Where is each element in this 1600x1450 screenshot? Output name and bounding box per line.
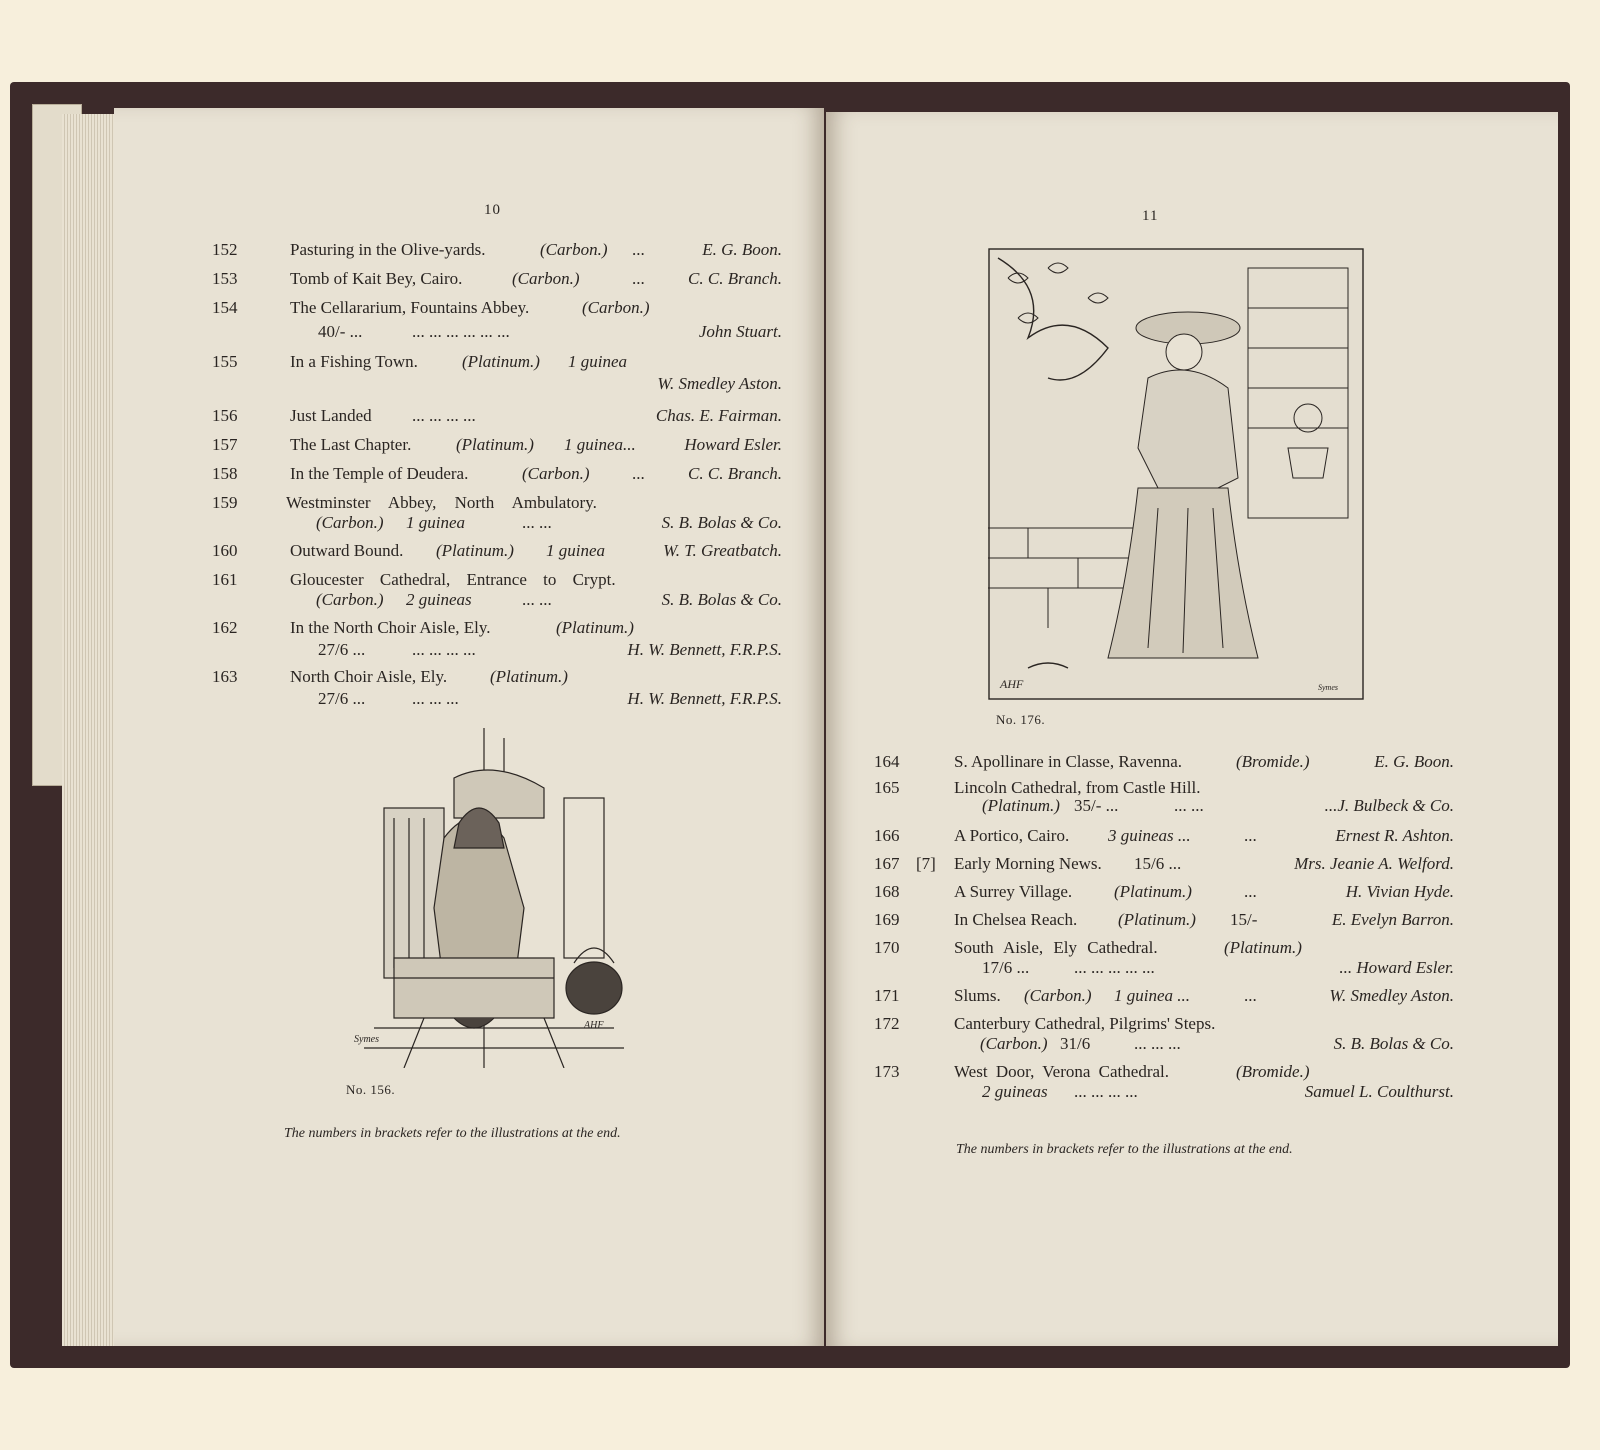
catalogue-entry — [874, 986, 1454, 1008]
entry-title: Early Morning News. — [954, 854, 1102, 873]
entry-number: 158 — [212, 464, 238, 483]
entry-leader: ... ... — [522, 513, 552, 532]
entry-title: In Chelsea Reach. — [954, 910, 1078, 929]
svg-text:Symes: Symes — [1318, 683, 1338, 692]
entry-price: 1 guinea ... — [1114, 986, 1191, 1005]
page-number: 10 — [484, 202, 501, 218]
entry-process: (Carbon.) — [512, 269, 580, 288]
catalogue-entry — [212, 406, 782, 428]
svg-text:Symes: Symes — [354, 1034, 379, 1045]
entry-process: (Platinum.) — [982, 796, 1060, 815]
entry-leader: ... ... — [522, 590, 552, 609]
catalogue-entry — [874, 882, 1454, 904]
entry-number: 171 — [874, 986, 900, 1005]
illustration-caption: No. 156. — [346, 1082, 396, 1097]
entry-process: (Platinum.) — [436, 541, 514, 560]
catalogue-entry — [874, 938, 1454, 982]
catalogue-entry — [212, 493, 782, 537]
entry-title: West Door, Verona Cathedral. — [954, 1062, 1169, 1081]
entry-title: The Cellararium, Fountains Abbey. — [290, 298, 530, 317]
catalogue-entry — [874, 854, 1454, 876]
entry-title: South Aisle, Ely Cathedral. — [954, 938, 1158, 957]
entry-price: 1 guinea... — [564, 435, 636, 454]
entry-leader: ... ... ... ... — [412, 406, 476, 425]
illustration-lady-in-garden — [988, 248, 1364, 700]
entry-exhibitor: E. Evelyn Barron. — [1331, 910, 1454, 929]
entry-title: Just Landed — [290, 406, 372, 425]
entry-leader: ... ... ... ... — [412, 640, 476, 659]
illustration-ref: [7] — [916, 854, 936, 873]
entry-exhibitor: E. G. Boon. — [702, 240, 782, 259]
entry-title: Outward Bound. — [290, 541, 404, 560]
entry-price: 1 guinea — [568, 352, 628, 371]
entry-price: 2 guineas — [406, 590, 472, 609]
entry-title: The Last Chapter. — [290, 435, 412, 454]
entry-title: In a Fishing Town. — [290, 352, 418, 371]
catalogue-entry — [874, 910, 1454, 932]
entry-title: Pasturing in the Olive-yards. — [290, 240, 486, 259]
catalogue-entry — [874, 1014, 1454, 1058]
entry-process: (Bromide.) — [1236, 752, 1310, 771]
entry-exhibitor: W. T. Greatbatch. — [663, 541, 782, 560]
entry-price: 17/6 ... — [982, 958, 1030, 977]
entry-leader: ... — [1244, 826, 1257, 845]
catalogue-entry — [874, 752, 1454, 774]
catalogue-entry — [212, 570, 782, 614]
catalogue-entry — [874, 778, 1454, 822]
entry-exhibitor: S. B. Bolas & Co. — [661, 590, 782, 609]
entry-price: 1 guinea — [546, 541, 606, 560]
entry-title: A Surrey Village. — [954, 882, 1073, 901]
entry-number: 161 — [212, 570, 238, 589]
entry-leader: ... — [1244, 986, 1257, 1005]
entry-number: 163 — [212, 667, 238, 686]
entry-title: S. Apollinare in Classe, Ravenna. — [954, 752, 1183, 771]
entry-title: Slums. — [954, 986, 1001, 1005]
svg-text:AHF: AHF — [1000, 677, 1024, 691]
entry-leader: ... ... ... ... ... — [1074, 958, 1155, 977]
entry-exhibitor: H. W. Bennett, F.R.P.S. — [627, 640, 782, 659]
footnote: The numbers in brackets refer to the illustrations at the end. — [284, 1126, 621, 1141]
entry-title: Gloucester Cathedral, Entrance to Crypt. — [290, 570, 616, 589]
catalogue-entry — [212, 240, 782, 262]
entry-number: 159 — [212, 493, 238, 512]
entry-number: 173 — [874, 1062, 900, 1081]
entry-process: (Carbon.) — [980, 1034, 1048, 1053]
entry-process: (Carbon.) — [316, 513, 384, 532]
entry-exhibitor: W. Smedley Aston. — [657, 374, 782, 393]
entry-process: (Platinum.) — [490, 667, 568, 686]
catalogue-entry — [212, 352, 782, 396]
entry-number: 169 — [874, 910, 900, 929]
entry-process: (Platinum.) — [462, 352, 540, 371]
entry-process: (Platinum.) — [456, 435, 534, 454]
entry-process: (Bromide.) — [1236, 1062, 1310, 1081]
entry-leader: ... — [632, 464, 645, 483]
entry-title: Lincoln Cathedral, from Castle Hill. — [954, 778, 1201, 797]
entry-number: 155 — [212, 352, 238, 371]
entry-exhibitor: S. B. Bolas & Co. — [661, 513, 782, 532]
entry-title: In the Temple of Deudera. — [290, 464, 469, 483]
entry-exhibitor: Samuel L. Coulthurst. — [1304, 1082, 1454, 1101]
entry-number: 154 — [212, 298, 238, 317]
entry-number: 162 — [212, 618, 238, 637]
entry-price: 31/6 — [1060, 1034, 1091, 1053]
entry-title: In the North Choir Aisle, Ely. — [290, 618, 491, 637]
entry-number: 157 — [212, 435, 238, 454]
entry-exhibitor: Howard Esler. — [684, 435, 782, 454]
page-edges — [62, 114, 122, 1346]
entry-price: 35/- ... — [1074, 796, 1119, 815]
entry-process: (Platinum.) — [556, 618, 634, 637]
entry-title: A Portico, Cairo. — [954, 826, 1070, 845]
entry-process: (Platinum.) — [1114, 882, 1192, 901]
entry-price: 15/6 ... — [1134, 854, 1182, 873]
entry-title: Tomb of Kait Bey, Cairo. — [290, 269, 463, 288]
entry-number: 166 — [874, 826, 900, 845]
entry-exhibitor: ... Howard Esler. — [1339, 958, 1454, 977]
entry-exhibitor: Ernest R. Ashton. — [1335, 826, 1454, 845]
entry-exhibitor: E. G. Boon. — [1374, 752, 1454, 771]
entry-leader: ... — [632, 240, 645, 259]
entry-title: North Choir Aisle, Ely. — [290, 667, 448, 686]
entry-leader: ... ... ... — [412, 689, 459, 708]
entry-number: 172 — [874, 1014, 900, 1033]
catalogue-entry — [874, 826, 1454, 848]
entry-price: 2 guineas — [982, 1082, 1048, 1101]
catalogue-entry — [212, 464, 782, 486]
entry-leader: ... ... ... — [1134, 1034, 1181, 1053]
entry-number: 165 — [874, 778, 900, 797]
entry-price: 27/6 ... — [318, 689, 366, 708]
entry-price: 27/6 ... — [318, 640, 366, 659]
entry-exhibitor: Mrs. Jeanie A. Welford. — [1294, 854, 1454, 873]
catalogue-entry — [212, 541, 782, 563]
page-number: 11 — [1142, 208, 1159, 224]
footnote: The numbers in brackets refer to the illustrations at the end. — [956, 1142, 1293, 1157]
entry-number: 170 — [874, 938, 900, 957]
entry-price: 3 guineas ... — [1108, 826, 1191, 845]
entry-exhibitor: C. C. Branch. — [688, 269, 782, 288]
entry-number: 168 — [874, 882, 900, 901]
entry-leader: ... — [632, 269, 645, 288]
entry-process: (Carbon.) — [522, 464, 590, 483]
entry-exhibitor: Chas. E. Fairman. — [655, 406, 782, 425]
entry-price: 15/- — [1230, 910, 1258, 929]
entry-number: 156 — [212, 406, 238, 425]
illustration-caption: No. 176. — [996, 712, 1046, 727]
entry-exhibitor: C. C. Branch. — [688, 464, 782, 483]
entry-number: 164 — [874, 752, 900, 771]
entry-process: (Platinum.) — [1224, 938, 1302, 957]
entry-exhibitor: H. Vivian Hyde. — [1345, 882, 1454, 901]
entry-exhibitor: W. Smedley Aston. — [1329, 986, 1454, 1005]
left-page — [114, 108, 824, 1346]
entry-number: 152 — [212, 240, 238, 259]
entry-title: Westminster Abbey, North Ambulatory. — [286, 493, 597, 512]
entry-exhibitor: John Stuart. — [698, 322, 782, 341]
catalogue-entry — [212, 618, 782, 662]
entry-leader: ... ... — [1174, 796, 1204, 815]
catalogue-entry — [212, 298, 782, 342]
entry-process: (Platinum.) — [1118, 910, 1196, 929]
entry-leader: ... — [1244, 882, 1257, 901]
entry-exhibitor: S. B. Bolas & Co. — [1333, 1034, 1454, 1053]
catalogue-entry — [874, 1062, 1454, 1106]
catalogue-entry — [212, 667, 782, 711]
entry-leader: ... ... ... ... ... ... — [412, 322, 510, 341]
catalogue-entry — [212, 435, 782, 457]
entry-number: 153 — [212, 269, 238, 288]
entry-process: (Carbon.) — [540, 240, 608, 259]
entry-leader: ... ... ... ... — [1074, 1082, 1138, 1101]
entry-price: 40/- ... — [318, 322, 363, 341]
catalogue-entry — [212, 269, 782, 291]
svg-text:AHF: AHF — [584, 1020, 604, 1031]
illustration-woman-on-crate — [334, 728, 634, 1068]
right-page — [826, 112, 1558, 1346]
entry-price: 1 guinea — [406, 513, 466, 532]
entry-number: 167 — [874, 854, 900, 873]
entry-process: (Carbon.) — [316, 590, 384, 609]
entry-exhibitor: H. W. Bennett, F.R.P.S. — [627, 689, 782, 708]
entry-process: (Carbon.) — [582, 298, 650, 317]
entry-title: Canterbury Cathedral, Pilgrims' Steps. — [954, 1014, 1216, 1033]
entry-process: (Carbon.) — [1024, 986, 1092, 1005]
entry-number: 160 — [212, 541, 238, 560]
entry-exhibitor: ...J. Bulbeck & Co. — [1324, 796, 1454, 815]
